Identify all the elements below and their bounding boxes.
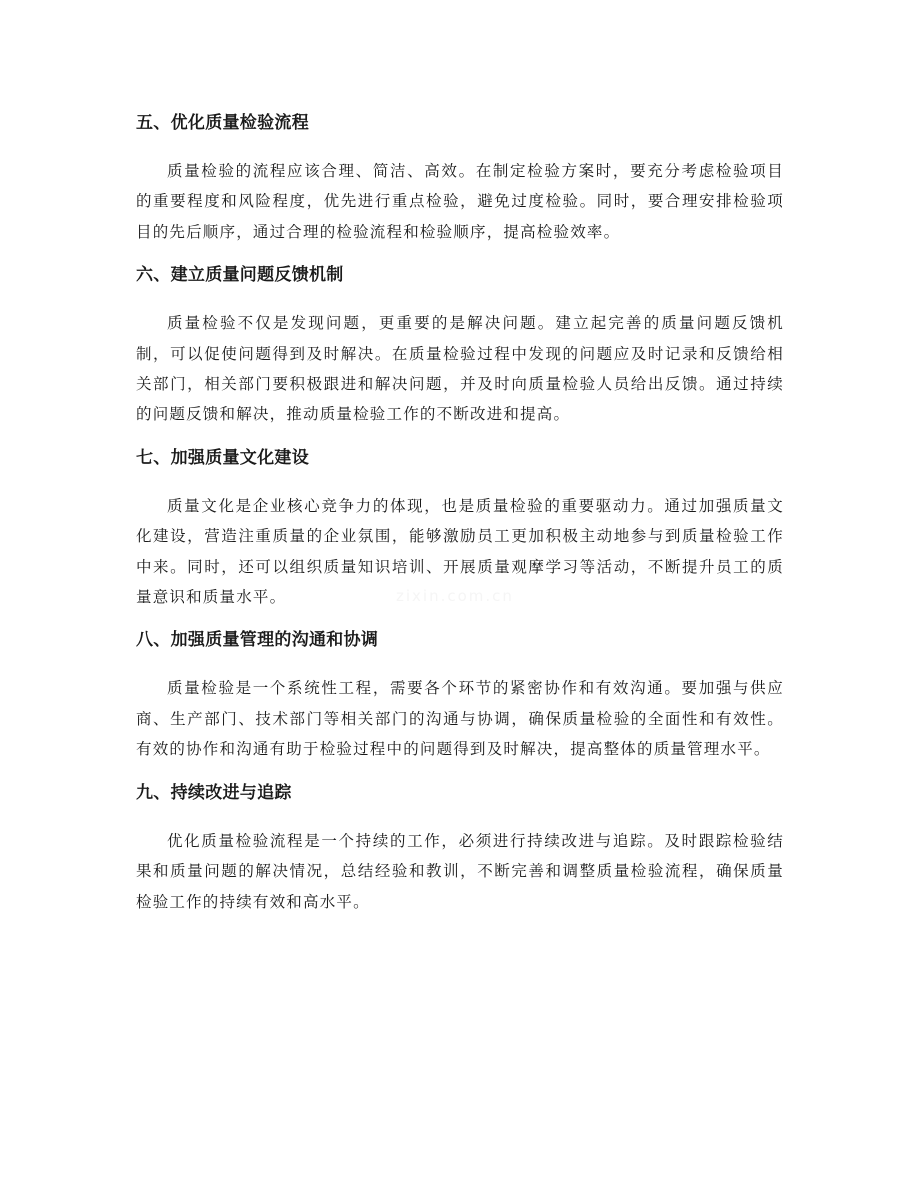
- section-heading: 六、建立质量问题反馈机制: [136, 265, 344, 286]
- section-optimize-inspection-process: [0, 108, 920, 247]
- section-paragraph: 质量检验的流程应该合理、简洁、高效。在制定检验方案时，要充分考虑检验项目的重要程度和风险程度，优先进行重点检验，避免过度检验。同时，要合理安排检验项目的先后顺序，通过合理的检验流程和检验顺序，提高检验效率。: [136, 162, 784, 241]
- section-feedback-mechanism: [0, 260, 920, 430]
- section-paragraph: 质量检验不仅是发现问题，更重要的是解决问题。建立起完善的质量问题反馈机制，可以促使问题得到及时解决。在质量检验过程中发现的问题应及时记录和反馈给相关部门，相关部门要积极跟进和解决问题，并及时向质量检验人员给出反馈。通过持续的问题反馈和解决，推动质量检验工作的不断改进和提高。: [136, 314, 784, 424]
- section-paragraph: 质量检验是一个系统性工程，需要各个环节的紧密协作和有效沟通。要加强与供应商、生产部门、技术部门等相关部门的沟通与协调，确保质量检验的全面性和有效性。有效的协作和沟通有助于检验过程中的问题得到及时解决，提高整体的质量管理水平。: [136, 679, 784, 759]
- section-heading: 八、加强质量管理的沟通和协调: [136, 630, 379, 651]
- section-heading: 九、持续改进与追踪: [136, 782, 292, 803]
- section-heading: 七、加强质量文化建设: [136, 447, 309, 468]
- section-heading: 五、优化质量检验流程: [136, 113, 309, 133]
- section-paragraph: 优化质量检验流程是一个持续的工作，必须进行持续改进与追踪。及时跟踪检验结果和质量问题的解决情况，总结经验和教训，不断完善和调整质量检验流程，确保质量检验工作的持续有效和高水平。: [136, 831, 784, 911]
- section-paragraph: 质量文化是企业核心竞争力的体现，也是质量检验的重要驱动力。通过加强质量文化建设，营造注重质量的企业氛围，能够激励员工更加积极主动地参与到质量检验工作中来。同时，还可以组织质量知识培训、开展质量观摩学习等活动，不断提升员工的质量意识和质量水平。: [136, 496, 784, 607]
- section-quality-culture: [0, 443, 920, 613]
- section-communication-coordination: [0, 625, 920, 764]
- watermark: zixin.com.cn: [396, 587, 514, 605]
- section-continuous-improvement: [0, 778, 920, 917]
